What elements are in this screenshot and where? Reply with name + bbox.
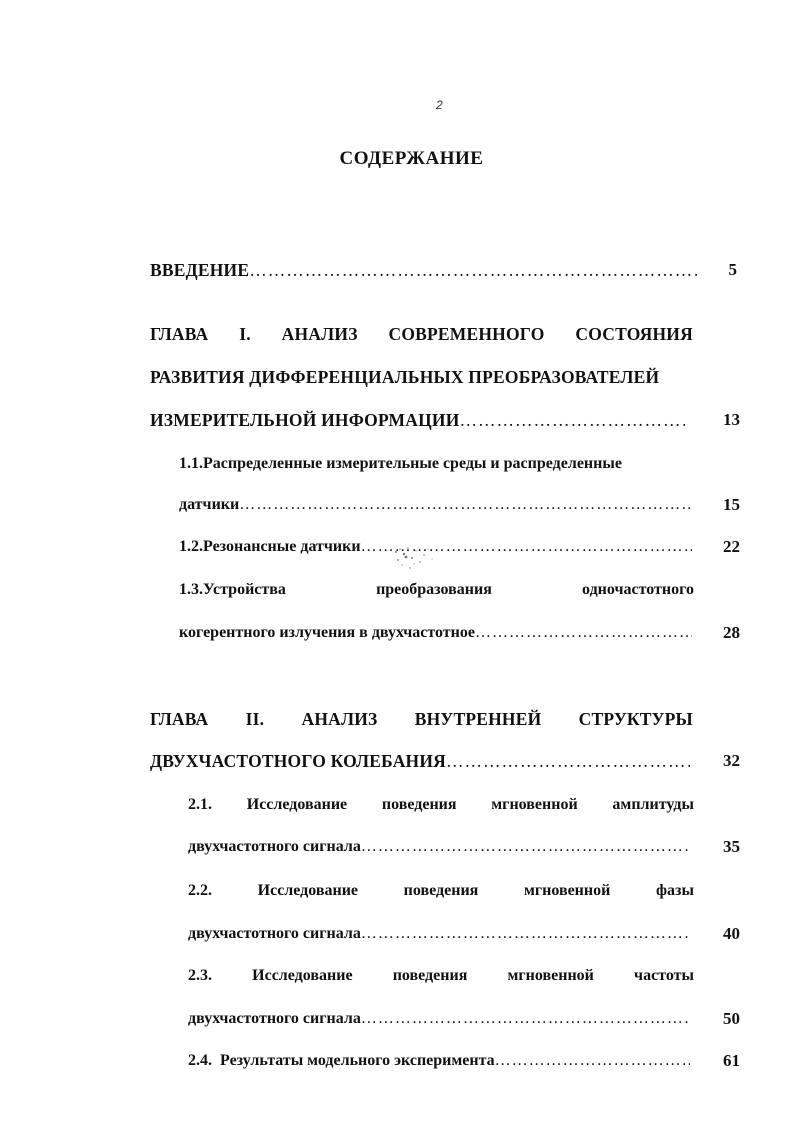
leader-dots [361,834,690,860]
toc-entry-chapter-1[interactable] [150,321,693,347]
heading-word: ГЛАВА [150,709,209,729]
heading-word: преобразования [376,581,492,598]
toc-entry-label: ИЗМЕРИТЕЛЬНОЙ ИНФОРМАЦИИ [150,410,460,430]
leader-dots [446,748,690,774]
heading-word: мгновенной [523,882,611,899]
toc-entry-2-3-line2 [188,1006,690,1032]
leader-dots [361,1006,690,1032]
page-title: СОДЕРЖАНИЕ [339,148,484,169]
toc-entry-chapter-2-line2 [150,748,690,774]
leader-dots [239,492,692,518]
toc-page-number: 61 [723,1051,740,1070]
toc-entry-chapter-1-line3 [150,407,685,433]
heading-word: поведения [381,796,457,813]
page-number: 2 [436,98,443,112]
toc-entry-2-3[interactable] [188,963,694,989]
heading-word: ВНУТРЕННЕЙ [414,709,542,729]
heading-word: СТРУКТУРЫ [578,709,693,729]
heading-word: мгновенной [491,796,578,813]
toc-entry-chapter-2[interactable] [150,706,693,732]
toc-page-number: 13 [723,410,740,429]
heading-word: одночастотного [582,581,694,598]
heading-word: поведения [392,967,468,984]
scan-smudge [386,540,466,576]
toc-entry-1-3-line2 [179,620,692,646]
toc-entry-label: двухчастотного сигнала [188,1010,361,1027]
heading-word: 1.3.Устройства [179,581,286,598]
toc-entry-intro[interactable] [150,257,697,283]
toc-entry-chapter-1-line2: РАЗВИТИЯ ДИФФЕРЕНЦИАЛЬНЫХ ПРЕОБРАЗОВАТЕЛЕЙ [150,367,660,387]
toc-page-number: 28 [723,623,740,642]
leader-dots [460,407,685,433]
heading-word: 2.1. [188,796,212,813]
heading-word: частоты [634,967,694,984]
toc-entry-2-4[interactable] [188,1048,690,1074]
toc-entry-label: ДВУХЧАСТОТНОГО КОЛЕБАНИЯ [150,751,447,771]
toc-entry-label: ВВЕДЕНИЕ [150,260,250,280]
heading-word: СОСТОЯНИЯ [575,324,693,344]
leader-dots [249,257,697,283]
toc-page-number: 15 [723,495,740,514]
toc-page-number: 35 [723,837,740,856]
toc-page-number: 40 [723,924,740,943]
toc-page-number: 5 [728,260,737,279]
toc-entry-label: двухчастотного сигнала [188,925,361,942]
heading-word: СОВРЕМЕННОГО [388,324,545,344]
toc-entry-label: когерентного излучения в двухчастотное [179,624,475,641]
heading-word: 2.3. [188,967,212,984]
heading-word: Исследование [252,967,353,984]
toc-entry-2-1[interactable] [188,792,694,818]
toc-entry-2-2-line2 [188,921,690,947]
toc-entry-1-1-line2 [179,492,692,518]
heading-word: фазы [655,882,694,899]
heading-word: 2.2. [188,882,212,899]
leader-dots [361,921,690,947]
leader-dots [495,1048,690,1074]
toc-entry-label: датчики [179,496,240,513]
heading-word: II. [245,709,265,729]
heading-word: ГЛАВА [150,324,209,344]
toc-entry-2-2[interactable] [188,878,694,904]
heading-word: АНАЛИЗ [281,324,358,344]
toc-page-number: 22 [723,537,740,556]
toc-entry-label: двухчастотного сигнала [188,838,361,855]
heading-word: Исследование [257,882,359,899]
heading-word: амплитуды [612,796,694,813]
heading-word: поведения [403,882,479,899]
toc-entry-label: 1.2.Резонансные датчики [179,538,361,555]
heading-word: АНАЛИЗ [301,709,378,729]
toc-entry-label: 2.4. Результаты модельного эксперимента [188,1052,495,1069]
toc-page-number: 32 [723,751,740,770]
heading-word: Исследование [246,796,348,813]
toc-entry-1-1[interactable]: 1.1.Распределенные измерительные среды и распределенные [179,455,622,472]
heading-word: I. [239,324,251,344]
toc-page-number: 50 [723,1009,740,1028]
toc-entry-2-1-line2 [188,834,690,860]
leader-dots [475,620,692,646]
heading-word: мгновенной [507,967,594,984]
toc-entry-1-3[interactable] [179,577,694,603]
